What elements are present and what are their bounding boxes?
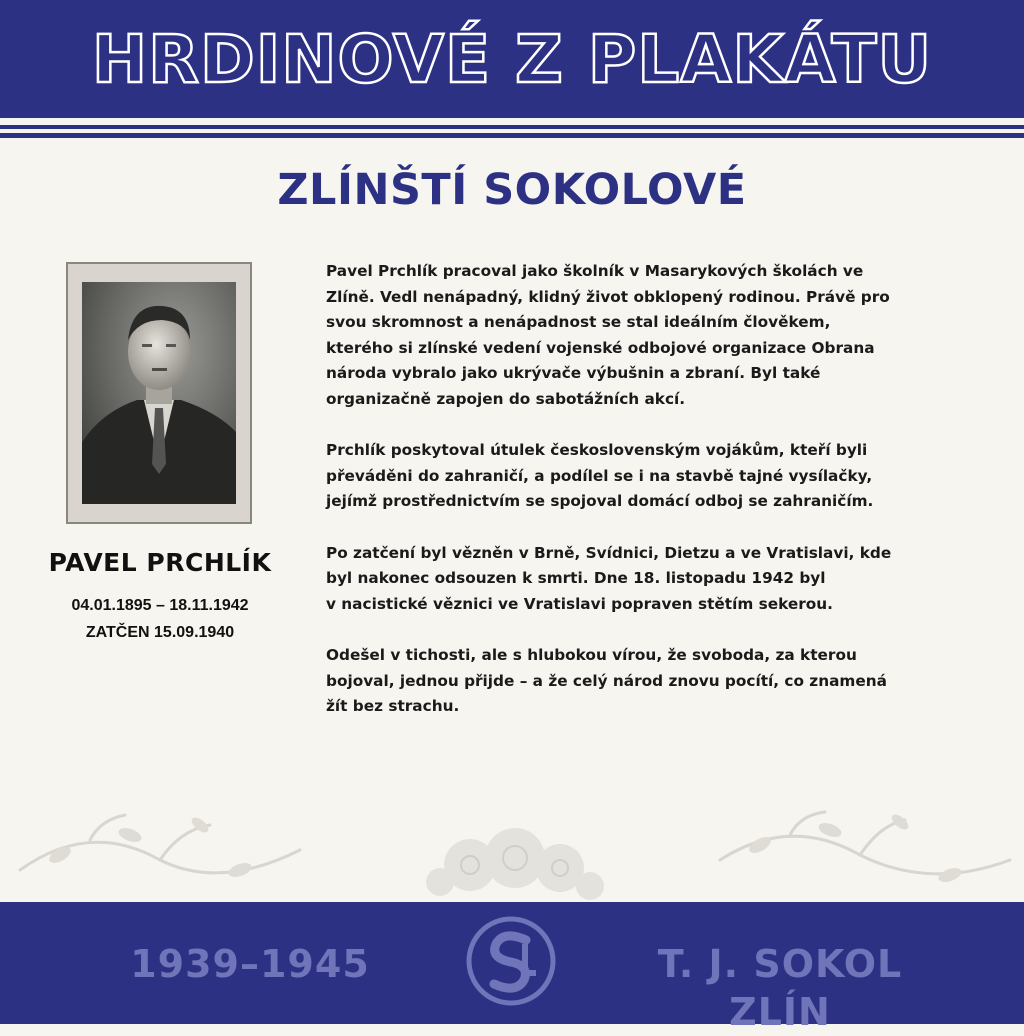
bio-paragraph: Odešel v tichosti, ale s hlubokou vírou, že svoboda, za kterou bojoval, jednou přijde – a že celý národ znovu pocítí, co znamená žít bez strachu. — [326, 646, 887, 715]
header-divider-stripe — [0, 125, 1024, 129]
bio-paragraph: Prchlík poskytoval útulek československým vojákům, kteří byli převáděni do zahraničí, a podílel se i na stavbě tajné vysílačky, jejímž prostřednictvím se spojoval domácí odboj se zahraničím. — [326, 441, 874, 510]
section-title: ZLÍNŠTÍ SOKOLOVÉ — [277, 165, 747, 215]
portrait-frame — [66, 262, 252, 524]
floral-decoration — [0, 800, 1024, 912]
person-life-dates: 04.01.1895 – 18.11.1942 — [71, 597, 249, 614]
footer-club-name: T. J. SOKOL ZLÍN — [657, 942, 903, 1034]
footer-years: 1939–1945 — [130, 942, 370, 986]
bio-paragraph: Po zatčení byl vězněn v Brně, Svídnici, Dietzu a ve Vratislavi, kde byl nakonec odsouzen k smrti. Dne 18. listopadu 1942 byl v nacistické věznici ve Vratislavi popraven stětím sekerou. — [326, 543, 892, 613]
person-arrest-date: ZATČEN 15.09.1940 — [85, 624, 235, 641]
portrait-photo — [82, 282, 236, 504]
biography-text — [326, 259, 936, 746]
sokol-logo-icon — [464, 914, 558, 1008]
bio-paragraph: Pavel Prchlík pracoval jako školník v Masarykových školách ve Zlíně. Vedl nenápadný, klidný život obklopený rodinou. Právě pro svou skromnost a nenápadnost se stal ideálním člověkem, kterého si zlínské vedení vojenské odbojové organizace Obrana národa vybralo jako ukrývače výbušnin a zbraní. Byl také organizačně zapojen do sabotážních akcí. — [326, 262, 890, 408]
page-title: HRDINOVÉ Z PLAKÁTU — [91, 21, 933, 98]
person-name: PAVEL PRCHLÍK — [48, 548, 272, 577]
header-divider-stripe — [0, 133, 1024, 138]
